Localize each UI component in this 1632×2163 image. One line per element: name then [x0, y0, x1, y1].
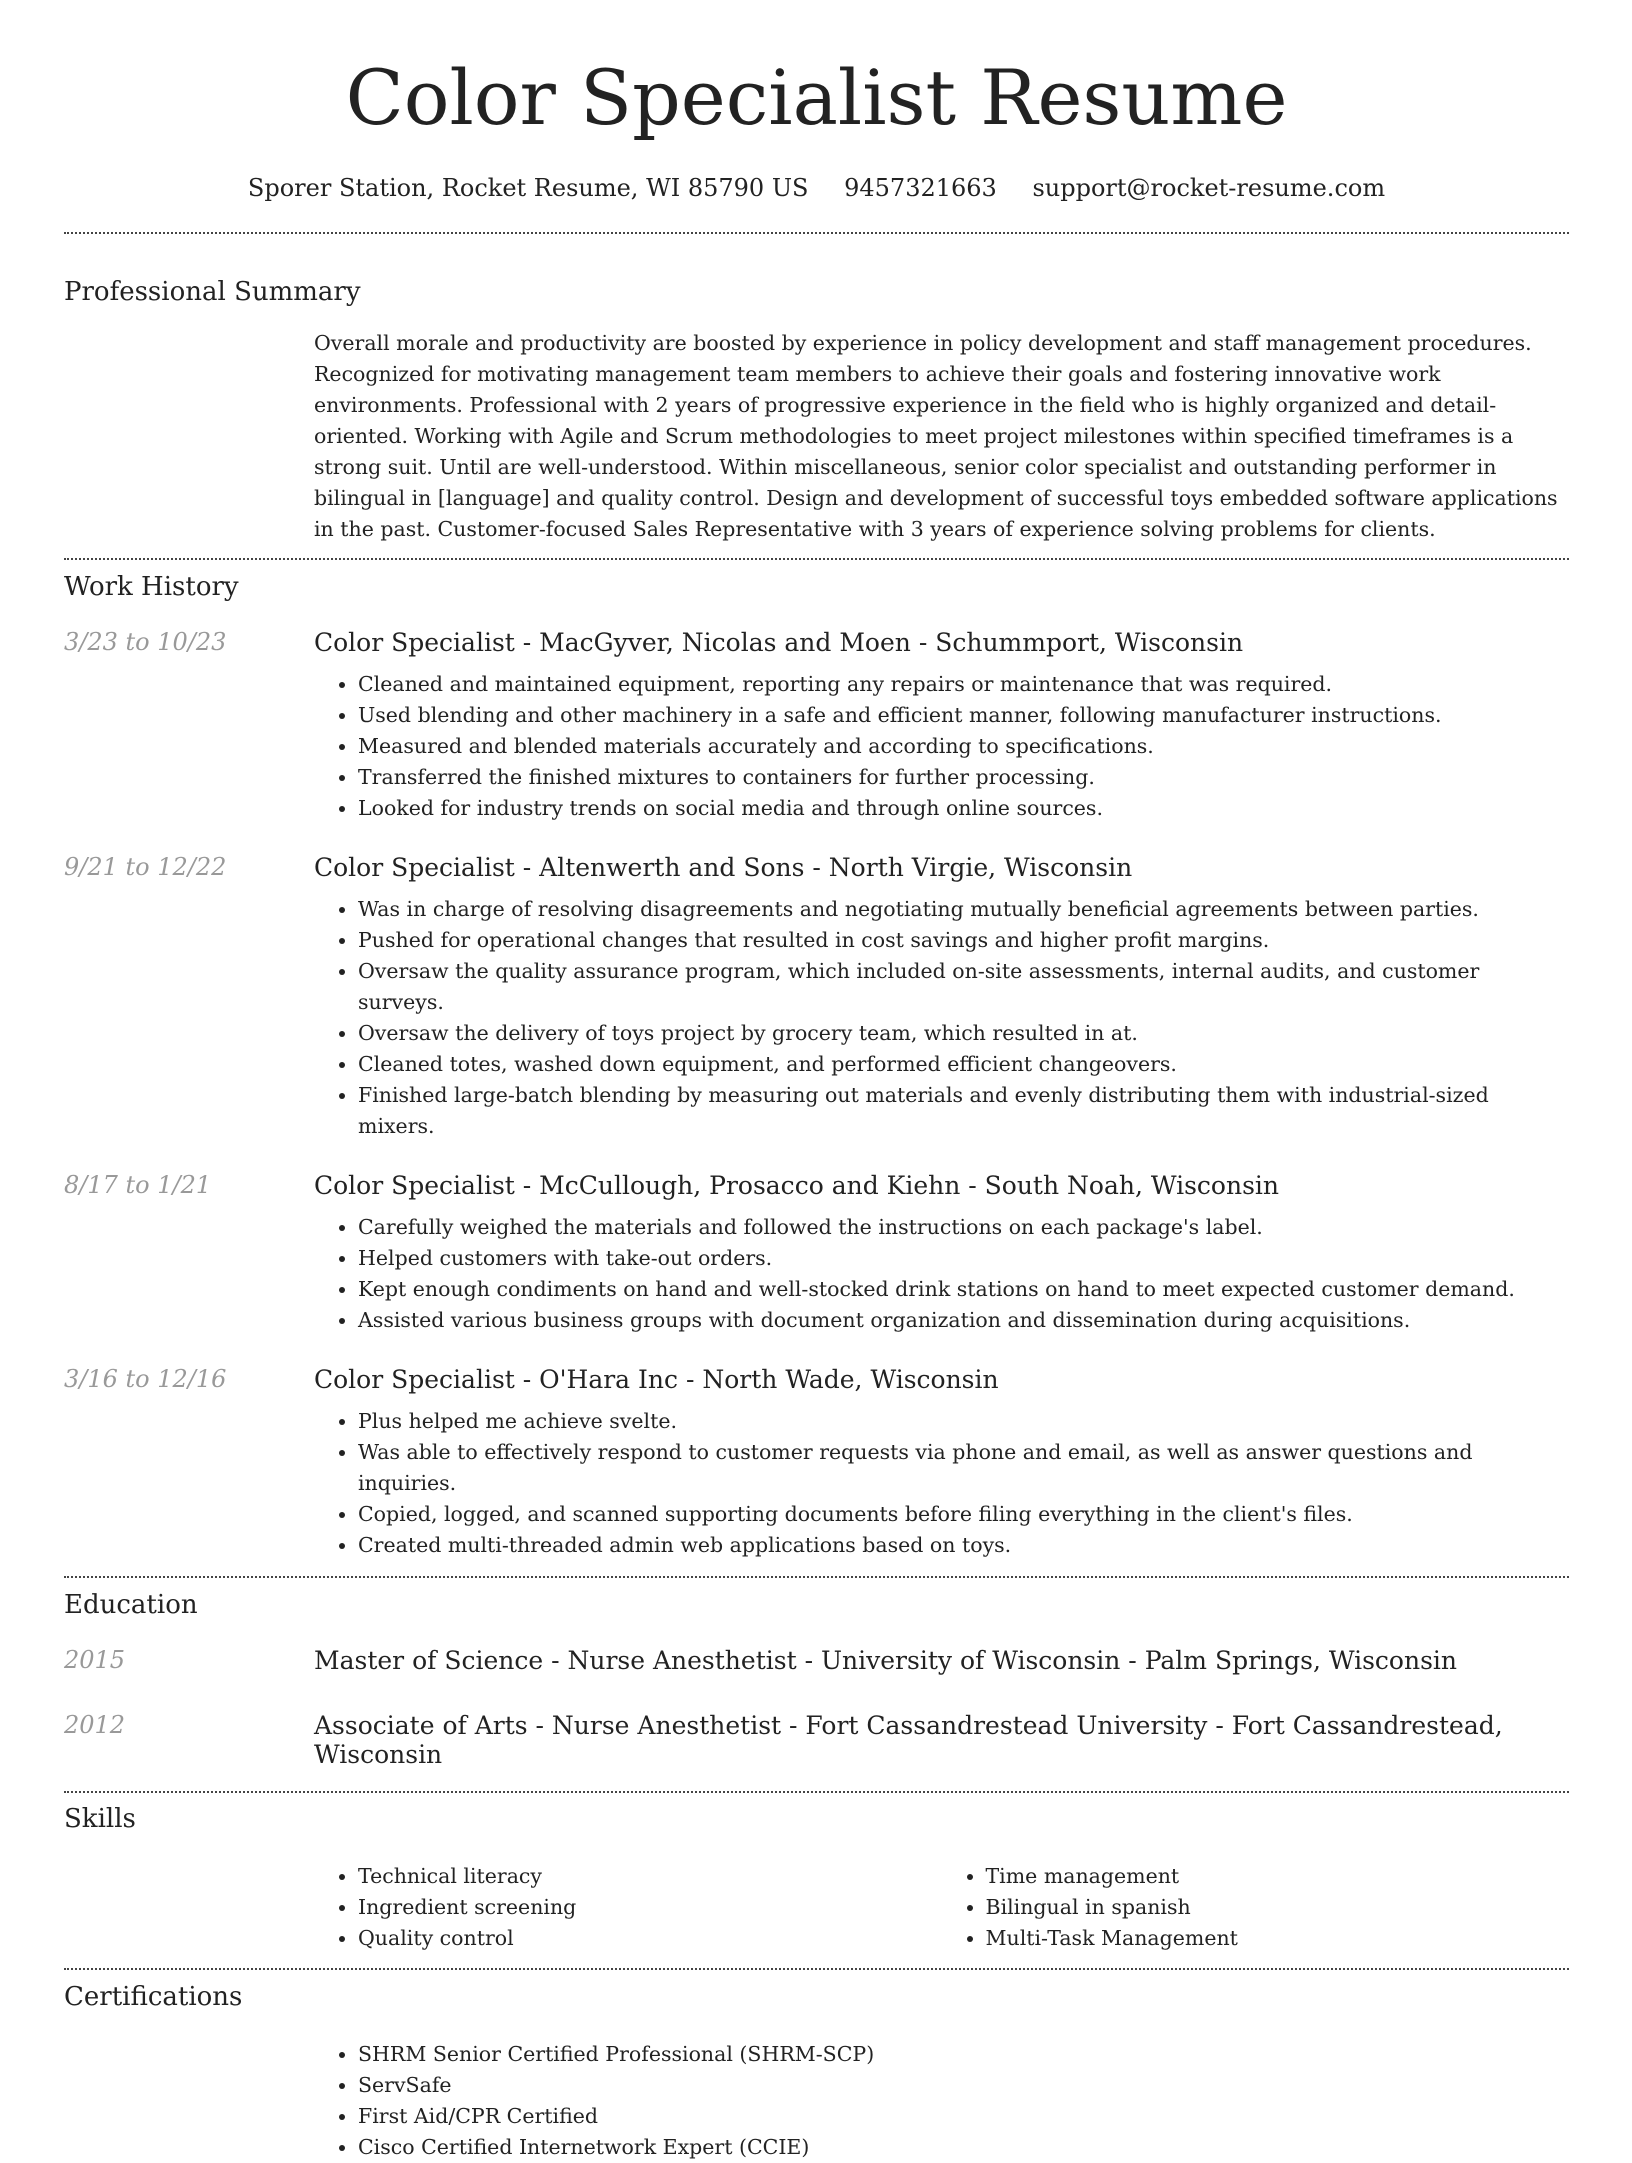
job-bullet: • Assisted various business groups with document organization and dissemination during acquisitions. [358, 1305, 1569, 1336]
certification-item: • First Aid/CPR Certified [358, 2101, 1569, 2132]
job-bullet: • Cleaned and maintained equipment, reporting any repairs or maintenance that was required. [358, 669, 1569, 700]
job-bullet: • Kept enough condiments on hand and well-stocked drink stations on hand to meet expected customer demand. [358, 1274, 1569, 1305]
job-dates: 3/16 to 12/16 [64, 1365, 227, 1393]
resume-title: Color Specialist Resume [345, 53, 1288, 142]
skill-item: • Bilingual in spanish [986, 1892, 1570, 1923]
section-title-summary: Professional Summary [64, 277, 361, 307]
certifications-section [64, 1982, 1569, 2163]
job-bullet: • Measured and blended materials accurately and according to specifications. [358, 731, 1569, 762]
skill-item: • Time management [986, 1861, 1570, 1892]
job-bullet: • Carefully weighed the materials and followed the instructions on each package's label. [358, 1212, 1569, 1243]
summary-section [64, 277, 1569, 545]
skill-item: • Technical literacy [358, 1861, 942, 1892]
certification-item: • SHRM Senior Certified Professional (SHRM-SCP) [358, 2039, 1569, 2070]
job-dates: 8/17 to 1/21 [64, 1171, 212, 1199]
skill-item: • Quality control [358, 1923, 942, 1954]
job-bullets [314, 669, 1569, 824]
divider [64, 1968, 1569, 1970]
job-bullet: • Used blending and other machinery in a safe and efficient manner, following manufacturer instructions. [358, 700, 1569, 731]
education-entry [64, 1646, 1569, 1675]
contact-phone: 9457321663 [844, 174, 997, 202]
contact-address: Sporer Station, Rocket Resume, WI 85790 US [247, 174, 809, 202]
education-year: 2012 [64, 1711, 126, 1739]
job-title: Color Specialist - Altenwerth and Sons - North Virgie, Wisconsin [314, 853, 1133, 882]
divider [64, 1576, 1569, 1578]
certifications-list [314, 2039, 1569, 2163]
divider [64, 1791, 1569, 1793]
job-bullet: • Finished large-batch blending by measuring out materials and evenly distributing them with industrial-sized mixers. [358, 1080, 1569, 1142]
job-bullet: • Copied, logged, and scanned supporting documents before filing everything in the client's files. [358, 1499, 1569, 1530]
education-school: - Fort Cassandrestead University - Fort Cassandrestead, Wisconsin [314, 1711, 1503, 1769]
skills-list-left [314, 1861, 942, 1954]
job-bullets [314, 1406, 1569, 1561]
contact-line [64, 174, 1569, 202]
job-entry [64, 853, 1569, 1142]
section-title-work: Work History [64, 572, 239, 602]
job-title: Color Specialist - McCullough, Prosacco and Kiehn - South Noah, Wisconsin [314, 1171, 1280, 1200]
job-bullet: • Pushed for operational changes that resulted in cost savings and higher profit margins. [358, 925, 1569, 956]
job-bullet: • Plus helped me achieve svelte. [358, 1406, 1569, 1437]
education-year: 2015 [64, 1646, 126, 1674]
divider [64, 232, 1569, 234]
education-entry [64, 1711, 1569, 1769]
skills-section [64, 1804, 1569, 1954]
job-bullet: • Was able to effectively respond to customer requests via phone and email, as well as answer questions and inquiries. [358, 1437, 1569, 1499]
job-entry [64, 1365, 1569, 1561]
education-section [64, 1590, 1569, 1769]
job-bullet: • Cleaned totes, washed down equipment, and performed efficient changeovers. [358, 1049, 1569, 1080]
job-bullet: • Helped customers with take-out orders. [358, 1243, 1569, 1274]
job-entry [64, 628, 1569, 824]
job-title: Color Specialist - MacGyver, Nicolas and Moen - Schummport, Wisconsin [314, 628, 1244, 657]
education-degree: Associate of Arts - Nurse Anesthetist [314, 1711, 782, 1740]
job-entry [64, 1171, 1569, 1336]
job-dates: 9/21 to 12/22 [64, 853, 227, 881]
education-degree: Master of Science - Nurse Anesthetist [314, 1646, 797, 1675]
certification-item: • ServSafe [358, 2070, 1569, 2101]
job-bullet: • Oversaw the quality assurance program, which included on-site assessments, internal audits, and customer surveys. [358, 956, 1569, 1018]
section-title-skills: Skills [64, 1804, 136, 1834]
job-title: Color Specialist - O'Hara Inc - North Wade, Wisconsin [314, 1365, 999, 1394]
job-dates: 3/23 to 10/23 [64, 628, 227, 656]
skill-item: • Ingredient screening [358, 1892, 942, 1923]
skills-list-right [942, 1861, 1570, 1954]
work-section [64, 572, 1569, 1561]
job-bullet: • Transferred the finished mixtures to containers for further processing. [358, 762, 1569, 793]
section-title-education: Education [64, 1590, 198, 1620]
summary-text: Overall morale and productivity are boosted by experience in policy development and staff management procedures. Recognized for motivating management team members to achieve their goals and fostering innovative work environments. Professional with 2 years of progressive experience in the field who is highly organized and detail-oriented. Working with Agile and Scrum methodologies to meet project milestones within specified timeframes is a strong suit. Until are well-understood. Within miscellaneous, senior color specialist and outstanding performer in bilingual in [language] and quality control. Design and development of successful toys embedded software applications in the past. Customer-focused Sales Representative with 3 years of experience solving problems for clients. [314, 331, 1558, 541]
job-bullet: • Was in charge of resolving disagreements and negotiating mutually beneficial agreements between parties. [358, 894, 1569, 925]
section-title-certifications: Certifications [64, 1982, 243, 2012]
resume-page [64, 0, 1569, 2163]
contact-email: support@rocket-resume.com [1032, 174, 1386, 202]
divider [64, 558, 1569, 560]
job-bullets [314, 894, 1569, 1142]
job-bullet: • Oversaw the delivery of toys project by grocery team, which resulted in at. [358, 1018, 1569, 1049]
job-bullet: • Looked for industry trends on social media and through online sources. [358, 793, 1569, 824]
skill-item: • Multi-Task Management [986, 1923, 1570, 1954]
job-bullet: • Created multi-threaded admin web applications based on toys. [358, 1530, 1569, 1561]
education-school: - University of Wisconsin - Palm Springs, Wisconsin [796, 1646, 1458, 1675]
job-bullets [314, 1212, 1569, 1336]
certification-item: • Cisco Certified Internetwork Expert (CCIE) [358, 2132, 1569, 2163]
